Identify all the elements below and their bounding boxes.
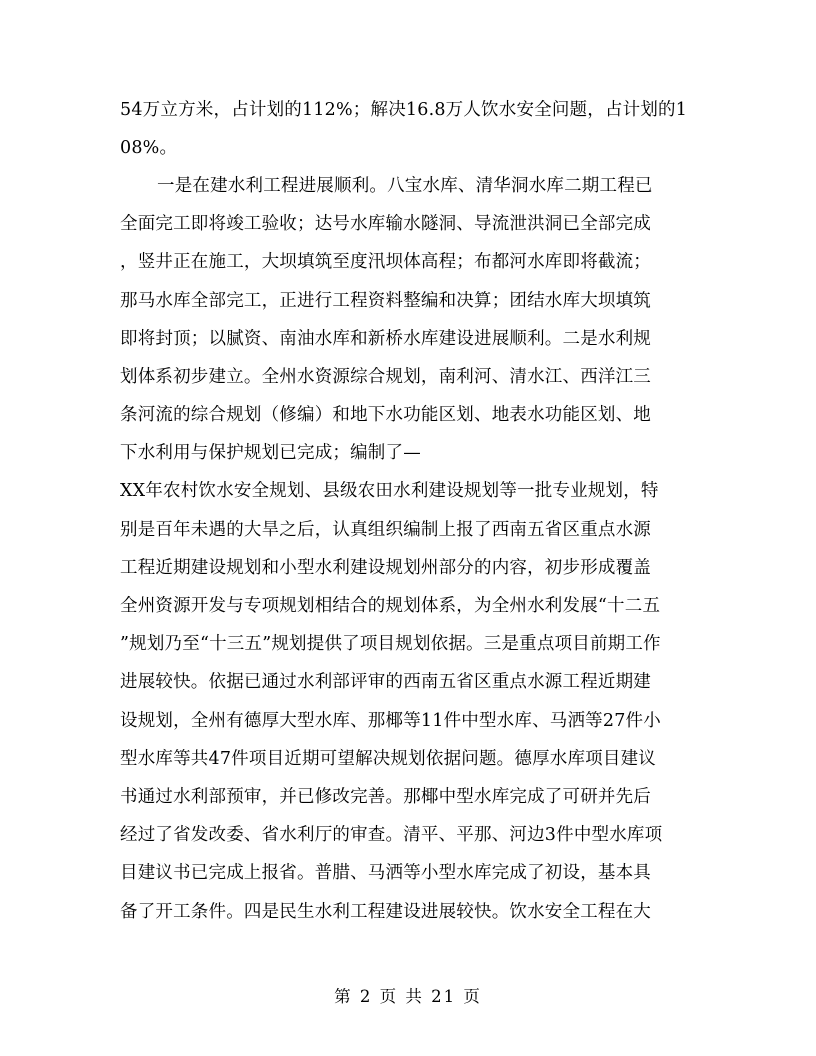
text-line: 经过了省发改委、省水利厅的审查。清平、平那、河边3件中型水库项 [120,825,663,845]
text-line: 进展较快。依据已通过水利部评审的西南五省区重点水源工程近期建 [120,672,651,692]
text-line: 别是百年未遇的大旱之后，认真组织编制上报了西南五省区重点水源 [120,520,651,540]
text-line: ”规划乃至“十三五”规划提供了项目规划依据。三是重点项目前期工作 [120,634,661,654]
text-line: 54万立方米，占计划的112%；解决16.8万人饮水安全问题，占计划的1 [120,100,688,120]
text-line: 全面完工即将竣工验收；达号水库输水隧洞、导流泄洪洞已全部完成 [120,214,651,234]
text-line: 下水利用与保护规划已完成；编制了— [120,443,421,463]
text-line: 备了开工条件。四是民生水利工程建设进展较快。饮水安全工程在大 [120,902,651,922]
text-line: 型水库等共47件项目近期可望解决规划依据问题。德厚水库项目建议 [120,749,656,769]
text-line: XX年农村饮水安全规划、县级农田水利建设规划等一批专业规划，特 [120,481,659,501]
text-line: 全州资源开发与专项规划相结合的规划体系，为全州水利发展“十二五 [120,596,661,616]
text-line: 即将封顶；以腻资、南油水库和新桥水库建设进展顺利。二是水利规 [120,329,651,349]
page-footer: 第 2 页 共 21 页 [334,987,482,1006]
paragraph-first-line: 一是在建水利工程进展顺利。八宝水库、清华洞水库二期工程已 [157,176,653,196]
text-line: 目建议书已完成上报省。普腊、马洒等小型水库完成了初设，基本具 [120,863,651,883]
text-line: 设规划，全州有德厚大型水库、那椰等11件中型水库、马洒等27件小 [120,711,661,731]
text-line: 那马水库全部完工，正进行工程资料整编和决算；团结水库大坝填筑 [120,291,651,311]
text-line: 条河流的综合规划（修编）和地下水功能区划、地表水功能区划、地 [120,405,651,425]
text-line: 划体系初步建立。全州水资源综合规划，南利河、清水江、西洋江三 [120,367,651,387]
text-line: 书通过水利部预审，并已修改完善。那椰中型水库完成了可研并先后 [120,787,651,807]
text-line: 08%。 [120,138,178,158]
text-line: 工程近期建设规划和小型水利建设规划州部分的内容，初步形成覆盖 [120,558,651,578]
text-line: ，竖井正在施工，大坝填筑至度汛坝体高程；布都河水库即将截流； [120,252,651,272]
